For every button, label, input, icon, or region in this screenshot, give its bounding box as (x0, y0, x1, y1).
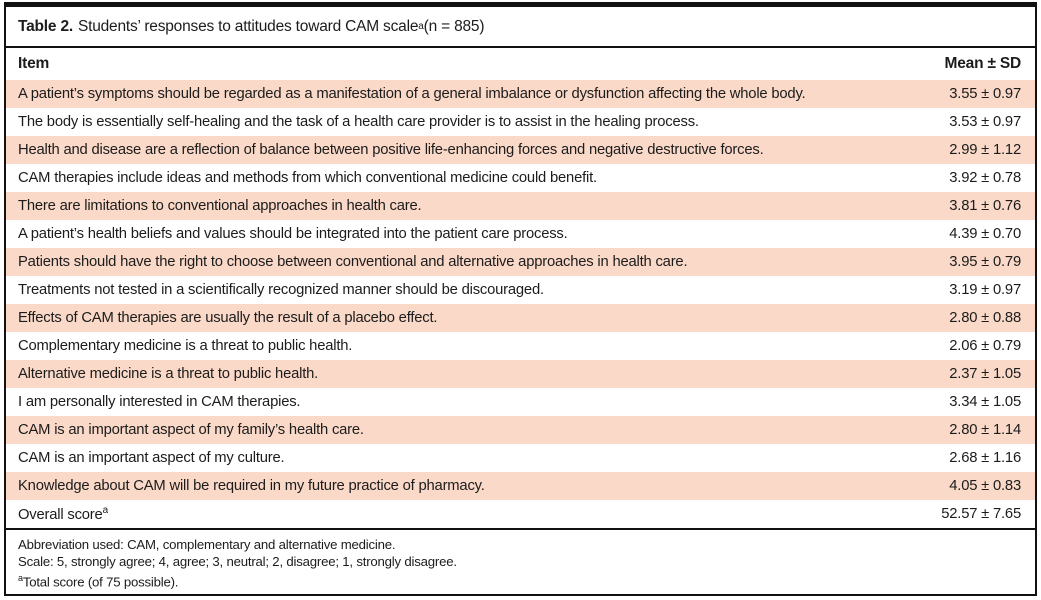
item-text: Overall score (18, 506, 103, 523)
mean-sd-cell: 3.53 ± 0.97 (949, 114, 1021, 130)
item-cell (18, 254, 687, 270)
table-2 (4, 2, 1037, 596)
table-footnotes (6, 528, 1035, 594)
item-cell (18, 338, 352, 354)
table-row (6, 472, 1035, 500)
table-body (6, 80, 1035, 528)
mean-sd-cell: 2.06 ± 0.79 (949, 338, 1021, 354)
column-header-mean-sd: Mean ± SD (944, 55, 1021, 72)
item-cell (18, 226, 568, 242)
table-title-suffix: (n = 885) (423, 17, 485, 35)
table-row (6, 332, 1035, 360)
item-text: Knowledge about CAM will be required in my future practice of pharmacy. (18, 478, 485, 494)
item-cell (18, 478, 485, 494)
table-row (6, 416, 1035, 444)
footnote-total-score (18, 570, 1023, 590)
item-cell (18, 170, 597, 186)
footnote-scale: Scale: 5, strongly agree; 4, agree; 3, neutral; 2, disagree; 1, strongly disagree. (18, 554, 457, 569)
mean-sd-cell: 3.55 ± 0.97 (949, 86, 1021, 102)
item-text: Treatments not tested in a scientifically recognized manner should be discouraged. (18, 282, 544, 298)
table-row (6, 136, 1035, 164)
item-text: CAM therapies include ideas and methods from which conventional medicine could benefit. (18, 170, 597, 186)
item-cell (18, 310, 437, 326)
item-text: Effects of CAM therapies are usually the result of a placebo effect. (18, 310, 438, 326)
item-cell (18, 142, 764, 158)
item-text: A patient’s symptoms should be regarded as a manifestation of a general imbalance or dysfunction affecting the whole body. (18, 86, 806, 102)
table-row (6, 248, 1035, 276)
table-row (6, 220, 1035, 248)
mean-sd-cell: 3.81 ± 0.76 (949, 198, 1021, 214)
item-cell (18, 505, 108, 523)
item-text: CAM is an important aspect of my family’s health care. (18, 422, 364, 438)
mean-sd-cell: 2.99 ± 1.12 (949, 142, 1021, 158)
table-row (6, 108, 1035, 136)
item-text: I am personally interested in CAM therapies. (18, 394, 301, 410)
table-row (6, 388, 1035, 416)
item-text: Patients should have the right to choose between conventional and alternative approaches in health care. (18, 254, 688, 270)
mean-sd-cell: 52.57 ± 7.65 (941, 506, 1021, 522)
item-cell (18, 394, 300, 410)
item-text: Complementary medicine is a threat to public health. (18, 338, 353, 354)
footnote-superscript: a (18, 573, 23, 583)
table-title (6, 7, 1035, 48)
table-row (6, 360, 1035, 388)
column-header-item: Item (18, 55, 50, 72)
mean-sd-cell: 3.19 ± 0.97 (949, 282, 1021, 298)
item-text: Alternative medicine is a threat to public health. (18, 366, 319, 382)
mean-sd-cell: 3.95 ± 0.79 (949, 254, 1021, 270)
table-row-overall-score (6, 500, 1035, 528)
table-title-label: Table 2. (18, 17, 73, 35)
mean-sd-cell: 3.34 ± 1.05 (949, 394, 1021, 410)
item-cell (18, 86, 805, 102)
item-cell (18, 450, 284, 466)
mean-sd-cell: 2.37 ± 1.05 (949, 366, 1021, 382)
table-row (6, 164, 1035, 192)
table-row (6, 444, 1035, 472)
item-cell (18, 366, 318, 382)
footnote-abbreviation: Abbreviation used: CAM, complementary and alternative medicine. (18, 537, 396, 552)
mean-sd-cell: 4.39 ± 0.70 (949, 226, 1021, 242)
item-cell (18, 282, 544, 298)
mean-sd-cell: 4.05 ± 0.83 (949, 478, 1021, 494)
item-cell (18, 198, 421, 214)
item-text: A patient’s health beliefs and values should be integrated into the patient care process. (18, 226, 568, 242)
item-cell (18, 114, 699, 130)
table-row (6, 304, 1035, 332)
table-row (6, 80, 1035, 108)
item-text: Health and disease are a reflection of balance between positive life-enhancing forces and negative destructive forces. (18, 142, 764, 158)
table-row (6, 276, 1035, 304)
item-text: The body is essentially self-healing and the task of a health care provider is to assist in the healing process. (18, 114, 699, 130)
table-title-text: Students’ responses to attitudes toward CAM scale (77, 17, 419, 35)
item-text: There are limitations to conventional approaches in health care. (18, 198, 422, 214)
footnote-total-text: Total score (of 75 possible). (22, 574, 179, 590)
item-text: CAM is an important aspect of my culture. (18, 450, 285, 466)
mean-sd-cell: 2.68 ± 1.16 (949, 450, 1021, 466)
overall-score-superscript: a (102, 505, 108, 517)
mean-sd-cell: 2.80 ± 1.14 (949, 422, 1021, 438)
table-row (6, 192, 1035, 220)
table-header (6, 48, 1035, 80)
item-cell (18, 422, 364, 438)
mean-sd-cell: 3.92 ± 0.78 (949, 170, 1021, 186)
table-title-superscript: a (418, 21, 424, 32)
mean-sd-cell: 2.80 ± 0.88 (949, 310, 1021, 326)
